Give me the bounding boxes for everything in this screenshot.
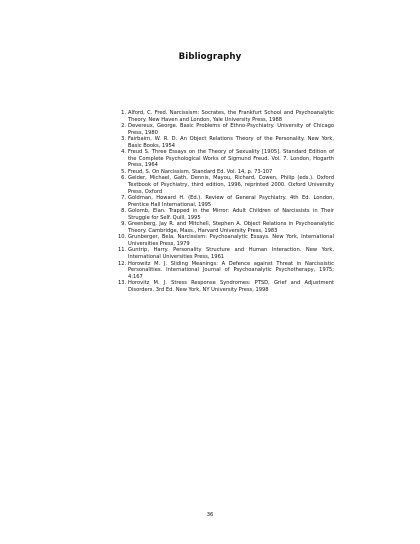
entry-number: 4.: [121, 149, 126, 156]
entry-text: Freud S. Three Essays on the Theory of Sexuality [1905]. Standard Edition of the Complete Psychological Works of Sigmund Freud. Vol. 7. London, Hogarth Press, 1964: [128, 149, 334, 169]
page-number: 36: [206, 512, 214, 518]
entry-number: 5.: [121, 168, 126, 175]
bibliography-entry: [118, 123, 334, 136]
entry-number: 11.: [118, 247, 127, 254]
entry-text: Horowitz M. J. Sliding Meanings: A Defence against Threat in Narcissistic Personalities. International Journal of Psychoanalytic Psychotherapy, 1975; 4:167: [128, 260, 334, 280]
entry-number: 7.: [121, 195, 126, 202]
entry-number: 8.: [121, 208, 126, 215]
entry-number: 3.: [121, 136, 126, 143]
entry-text: Freud, S. On Narcissism. Standard Ed. Vol. 14, p. 73-107: [128, 168, 273, 175]
entry-text: Alford, C. Fred. Narcissism: Socrates, the Frankfurt School and Psychoanalytic Theory. New Haven and London, Yale University Press, 1988: [128, 110, 334, 123]
bibliography-list: [118, 110, 334, 293]
bibliography-entry: [118, 247, 334, 260]
entry-number: 6.: [121, 175, 126, 182]
entry-number: 10.: [118, 234, 127, 241]
bibliography-entry: [118, 149, 334, 169]
entry-text: Gelder, Michael, Gath, Dennis, Mayou, Richard, Cowen, Philip (eds.). Oxford Textbook of Psychiatry, third edition, 1996, reprinted 2000. Oxford University Press, Oxford: [128, 175, 334, 195]
entry-text: Golomb, Elan. Trapped in the Mirror: Adult Children of Narcissists in Their Struggle for Self. Quill, 1995: [128, 208, 334, 221]
bibliography-entry: [118, 280, 334, 293]
bibliography-entry: [118, 110, 334, 123]
bibliography-entry: [118, 261, 334, 281]
bibliography-entry: [118, 195, 334, 208]
entry-number: 2.: [121, 123, 126, 130]
entry-text: Fairbairn, W. R. D. An Object Relations Theory of the Personality. New York, Basic Books, 1954: [128, 136, 334, 149]
entry-text: Greenberg, Jay R. and Mitchell, Stephen A. Object Relations in Psychoanalytic Theory. Cambridge, Mass., Harvard University Press, 1983: [128, 221, 334, 234]
bibliography-entry: [118, 208, 334, 221]
bibliography-entry: [118, 234, 334, 247]
entry-number: 9.: [121, 221, 126, 228]
bibliography-entry: [118, 136, 334, 149]
bibliography-entry: [118, 221, 334, 234]
entry-text: Horovitz M. J. Stress Response Syndromes: PTSD, Grief and Adjustment Disorders. 3rd Ed. New York, NY University Press, 1998: [128, 280, 334, 293]
entry-number: 13.: [118, 280, 127, 287]
entry-text: Devereux, George. Basic Problems of Ethno-Psychiatry. University of Chicago Press, 1980: [128, 123, 334, 136]
entry-text: Grunberger, Bela. Narcissism: Psychoanalytic Essays. New York, International Universities Press, 1979: [128, 234, 334, 247]
entry-number: 1.: [121, 110, 126, 116]
page-title: Bibliography: [178, 52, 242, 62]
bibliography-entry: [118, 175, 334, 195]
entry-number: 12.: [118, 260, 127, 267]
entry-text: Goldman, Howard H. (Ed.). Review of General Psychiatry. 4th Ed. London, Prentice Hall International, 1995: [128, 195, 334, 208]
entry-text: Guntrip, Harry. Personality Structure and Human Interaction. New York, International Universities Press, 1961: [128, 247, 334, 261]
